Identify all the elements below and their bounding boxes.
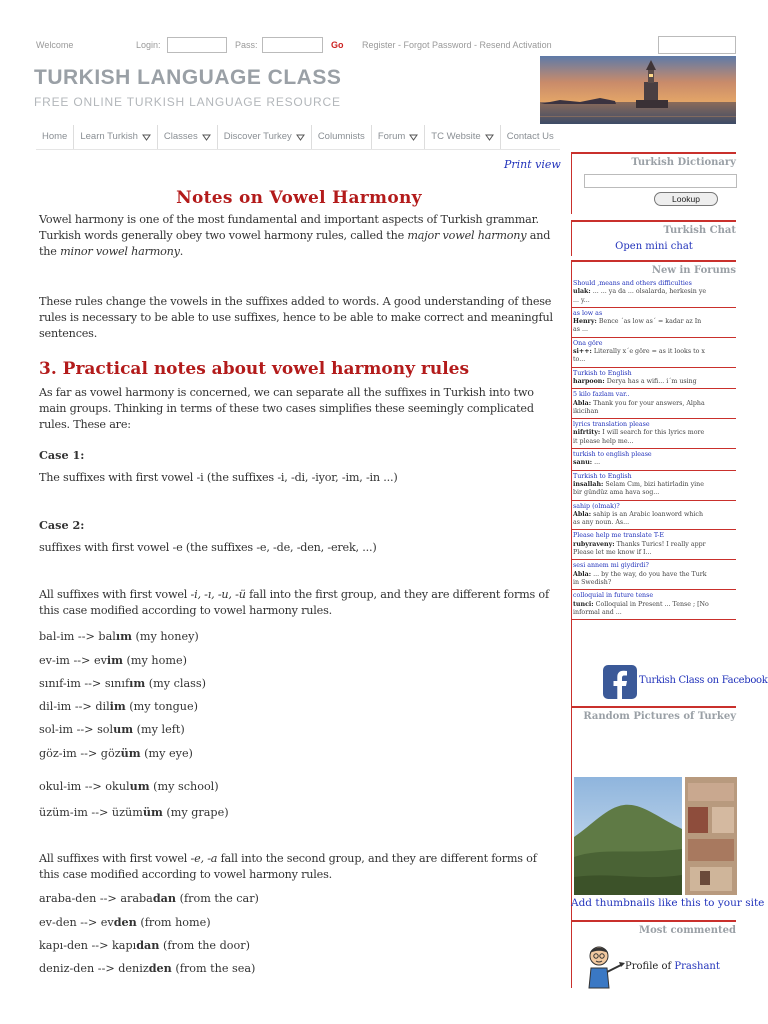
forum-post-user: harpoon:: [573, 377, 605, 385]
forum-post-item[interactable]: [572, 368, 736, 390]
example-line: [39, 721, 185, 738]
intro-paragraph-2: These rules change the vowels in the suffixes added to words. A good understanding of these rules is necessary to be able to use suffixes, hence to be able to make correct and meaningful sentences.: [39, 295, 553, 341]
forum-post-item[interactable]: [572, 278, 736, 308]
open-mini-chat-link[interactable]: Open mini chat: [615, 241, 693, 252]
forum-post-body-cont: informal and ...: [573, 608, 622, 616]
ex-suffix: den: [148, 961, 172, 975]
pass-input[interactable]: [262, 37, 323, 53]
forum-post-excerpt: [573, 318, 736, 326]
ex-suffix: im: [109, 699, 126, 713]
random-pictures-widget: [571, 706, 736, 724]
forum-post-excerpt: [573, 378, 736, 386]
ex-translation: (my eye): [140, 747, 193, 760]
chevron-down-icon: [142, 133, 151, 142]
ex-translation: (from home): [136, 916, 211, 929]
forum-post-user: rubyraveny:: [573, 540, 615, 548]
forum-post-item[interactable]: [572, 338, 736, 368]
ex-translation: (from the door): [159, 939, 250, 952]
example-line: [39, 804, 229, 821]
ex-translation: (my school): [149, 780, 219, 793]
forum-post-excerpt: [573, 511, 736, 519]
add-thumbnails-link[interactable]: Add thumbnails like this to your site: [571, 897, 765, 909]
nav-tc-website[interactable]: [425, 125, 500, 149]
nav-label: TC Website: [431, 131, 481, 142]
random-pictures-title: Random Pictures of Turkey: [572, 706, 736, 724]
case-2-text: suffixes with first vowel -e (the suffixes -e, -de, -den, -erek, ...): [39, 541, 377, 554]
ex-src: deniz-den --> deniz: [39, 962, 149, 975]
forum-post-body: ...: [592, 459, 601, 467]
text-em: major vowel harmony: [407, 229, 527, 243]
example-line: [39, 778, 219, 795]
ex-src: göz-im --> göz: [39, 747, 121, 760]
forums-title: New in Forums: [572, 260, 736, 278]
text: Vowel harmony is one of the most fundamental and important aspects of Turkish grammar. Turkish words generally obey two vowel harmony rules, called the: [39, 213, 539, 243]
forum-post-title[interactable]: Turkish to English: [573, 369, 632, 377]
forum-post-user: ulak:: [573, 288, 591, 296]
forum-list: [572, 278, 736, 620]
ex-src: kapı-den --> kapı: [39, 939, 137, 952]
forum-post-title[interactable]: sesi annem mi giydirdi?: [573, 562, 649, 570]
forum-post-body: Bence ´as low as´ = kadar az In: [596, 318, 702, 326]
forum-post-body-cont: ... y...: [573, 296, 590, 304]
welcome-text: Welcome: [36, 40, 74, 50]
text-em: -i, -ı, -u, -ü: [190, 588, 246, 601]
ex-translation: (my tongue): [125, 700, 198, 713]
ex-src: okul-im --> okul: [39, 780, 130, 793]
ex-suffix: üm: [120, 746, 141, 760]
ex-translation: (my home): [123, 654, 187, 667]
forum-post-excerpt: [573, 601, 736, 609]
ex-src: araba-den --> araba: [39, 892, 153, 905]
go-button[interactable]: Go: [331, 40, 344, 50]
forum-post-user: nifrtity:: [573, 429, 601, 437]
forum-post-body: Thank you for your answers, Alpha: [591, 399, 705, 407]
forum-post-excerpt: [573, 459, 736, 467]
forum-post-body: ... ... ya da ... olsalarda, herkesin ye: [590, 288, 707, 296]
forum-post-title[interactable]: Please help me translate T-E: [573, 532, 664, 540]
forum-post-user: si++:: [573, 348, 592, 356]
forum-post-body: Derya has a wifi... i´m using: [604, 377, 697, 385]
forum-post-user: Abla:: [573, 399, 592, 407]
site-subtitle: FREE ONLINE TURKISH LANGUAGE RESOURCE: [34, 95, 341, 109]
text-em: -e, -a: [190, 852, 218, 865]
ex-translation: (my class): [145, 677, 206, 690]
page-title: Notes on Vowel Harmony: [176, 188, 422, 208]
forum-post-excerpt: [573, 571, 736, 579]
dictionary-widget: [571, 152, 736, 214]
chat-widget: [571, 220, 736, 256]
forum-post-title[interactable]: colloquial in future tense: [573, 592, 654, 600]
nav-contact-us[interactable]: [501, 125, 560, 149]
random-pictures[interactable]: [571, 777, 736, 895]
ex-suffix: den: [113, 915, 137, 929]
ex-src: sol-im --> sol: [39, 723, 114, 736]
nav-label: Forum: [377, 131, 406, 142]
forum-post-title[interactable]: Should ,means and others difficulties: [573, 280, 692, 287]
forum-post-item[interactable]: [572, 389, 736, 419]
text: Profile of: [625, 961, 675, 972]
pass-label: Pass:: [235, 40, 258, 50]
ex-suffix: um: [113, 722, 134, 736]
forum-post-user: Abla:: [573, 570, 592, 578]
nav-label: Discover Turkey: [223, 131, 292, 142]
text: All suffixes with first vowel: [39, 852, 191, 865]
chevron-down-icon: [202, 133, 211, 142]
forum-post-excerpt: [573, 429, 736, 437]
example-line: [39, 745, 193, 762]
forum-post-excerpt: [573, 288, 736, 296]
text-em: minor vowel harmony: [60, 245, 180, 259]
forums-widget: [571, 260, 736, 620]
nav-label: Columnists: [317, 131, 365, 142]
forum-post-body-cont: as ...: [573, 326, 588, 334]
nav-label: Home: [42, 131, 68, 142]
forum-post-item[interactable]: [572, 560, 736, 590]
dictionary-input[interactable]: [584, 174, 737, 188]
forum-post-body: Selam Cım, bizi hatirladin yine: [603, 480, 704, 488]
forum-post-body-cont: as any noun. As...: [573, 519, 630, 527]
forum-post-body: sahip is an Arabic loanword which: [591, 510, 704, 518]
forum-post-user: tunci:: [573, 600, 594, 608]
ex-suffix: um: [129, 779, 150, 793]
nav-learn-turkish[interactable]: [74, 125, 158, 149]
dictionary-title: Turkish Dictionary: [572, 152, 736, 170]
example-line: [39, 914, 211, 931]
facebook-icon: [603, 665, 637, 699]
forum-post-body: Thanks Turics! I really appr: [614, 540, 706, 548]
ex-src: sınıf-im --> sınıf: [39, 677, 130, 690]
nav-discover-turkey[interactable]: [218, 125, 312, 149]
case-1-label: Case 1:: [39, 448, 85, 462]
ex-translation: (from the car): [176, 892, 259, 905]
case-2-label: Case 2:: [39, 518, 85, 532]
group-1-paragraph: [39, 587, 559, 619]
forum-post-title[interactable]: as low as: [573, 309, 603, 317]
forum-post-item[interactable]: [572, 501, 736, 531]
forum-post-body: Literally x´e göre = as it looks to x: [591, 348, 705, 356]
profile-name-link[interactable]: Prashant: [674, 961, 720, 972]
text: and the: [39, 229, 551, 259]
group-2-paragraph: [39, 851, 559, 883]
cartoon-teacher-icon: [579, 942, 627, 990]
ex-suffix: dan: [152, 891, 177, 905]
site-search-input[interactable]: [658, 36, 736, 54]
forum-post-title[interactable]: lyrics translation please: [573, 421, 650, 429]
forum-post-body-cont: it please help me...: [573, 437, 634, 445]
forum-post-body-cont: ikicihan: [573, 407, 599, 415]
main-nav: [36, 125, 560, 150]
forum-post-excerpt: [573, 541, 736, 549]
text: .: [179, 245, 184, 259]
ex-suffix: dan: [136, 938, 160, 952]
nav-label: Classes: [163, 131, 198, 142]
profile-link-text[interactable]: [625, 961, 720, 972]
example-line: [39, 890, 259, 907]
ex-suffix: ım: [115, 629, 132, 643]
case-1-text: The suffixes with first vowel -i (the suffixes -i, -di, -iyor, -im, -in ...): [39, 471, 398, 484]
chevron-down-icon: [409, 133, 418, 142]
forum-post-excerpt: [573, 400, 736, 408]
login-input[interactable]: [167, 37, 227, 53]
intro-paragraph-1: [39, 212, 559, 261]
most-commented-item[interactable]: [579, 942, 736, 990]
login-label: Login:: [136, 40, 161, 50]
nav-columnists[interactable]: [312, 125, 372, 149]
nav-classes[interactable]: [158, 125, 218, 149]
chat-title: Turkish Chat: [572, 220, 736, 238]
ex-suffix: im: [106, 653, 123, 667]
forum-post-excerpt: [573, 481, 736, 489]
top-login-bar: [36, 36, 736, 56]
account-links[interactable]: Register - Forgot Password - Resend Activation: [362, 40, 552, 50]
ex-suffix: üm: [142, 805, 163, 819]
forum-post-user: Henry:: [573, 318, 597, 326]
most-commented-title: Most commented: [572, 920, 736, 938]
forum-post-item[interactable]: [572, 471, 736, 501]
forum-post-item[interactable]: [572, 449, 736, 471]
text: fall into the second group, and they are different forms of this case modified according to vowel harmony rules.: [39, 852, 537, 882]
section-paragraph: As far as vowel harmony is concerned, we can separate all the suffixes in Turkish into two main groups. Thinking in terms of these two cases simplifies these seemingly complicated rules. These are:: [39, 386, 534, 432]
forum-post-item[interactable]: [572, 308, 736, 338]
example-line: [39, 698, 198, 715]
ex-translation: (my left): [133, 723, 185, 736]
forum-post-body: ... by the way, do you have the Turk: [591, 570, 707, 578]
ex-src: dil-im --> dil: [39, 700, 110, 713]
sidebar: [571, 152, 768, 972]
forum-post-body-cont: in Swedish?: [573, 578, 612, 586]
example-line: [39, 628, 199, 645]
forum-post-user: sanu:: [573, 459, 593, 467]
forum-post-body: Colloquial in Present ... Tense ; [No: [593, 600, 709, 608]
forum-post-user: insallah:: [573, 480, 604, 488]
text: fall into the first group, and they are different forms of this case modified according to vowel harmony rules.: [39, 588, 549, 618]
example-line: [39, 937, 250, 954]
ex-translation: (my grape): [162, 806, 229, 819]
example-line: [39, 675, 206, 692]
header-photo-maiden-tower: [540, 56, 736, 124]
nav-label: Contact Us: [506, 131, 554, 142]
lookup-button[interactable]: Lookup: [654, 192, 718, 206]
ex-src: ev-den --> ev: [39, 916, 114, 929]
chevron-down-icon: [485, 133, 494, 142]
forum-post-body-cont: Please let me know if I...: [573, 549, 652, 557]
ex-src: ev-im --> ev: [39, 654, 107, 667]
forum-post-item[interactable]: [572, 590, 736, 620]
forum-post-item[interactable]: [572, 530, 736, 560]
nav-label: Learn Turkish: [80, 131, 138, 142]
chevron-down-icon: [296, 133, 305, 142]
ex-translation: (my honey): [131, 630, 199, 643]
most-commented-widget: [571, 920, 736, 938]
text: All suffixes with first vowel: [39, 588, 191, 601]
ex-translation: (from the sea): [171, 962, 256, 975]
forum-post-title[interactable]: turkish to english please: [573, 451, 652, 459]
forum-post-body: I will search for this lyrics more: [600, 429, 705, 437]
ex-src: bal-im --> bal: [39, 630, 116, 643]
forum-post-body-cont: bir gündüz ama hava sog...: [573, 489, 660, 497]
ex-suffix: ım: [129, 676, 146, 690]
forum-post-body-cont: to...: [573, 356, 586, 364]
example-line: [39, 960, 255, 977]
print-view-link[interactable]: Print view: [504, 158, 561, 171]
forum-post-user: Abla:: [573, 510, 592, 518]
nav-forum[interactable]: [372, 125, 425, 149]
forum-post-title[interactable]: Ona göre: [573, 339, 603, 347]
forum-post-item[interactable]: [572, 419, 736, 449]
ex-src: üzüm-im --> üzüm: [39, 806, 143, 819]
section-heading: 3. Practical notes about vowel harmony rules: [39, 359, 470, 379]
forum-post-title[interactable]: Turkish to English: [573, 472, 632, 480]
facebook-link[interactable]: [603, 665, 768, 701]
forum-post-excerpt: [573, 348, 736, 356]
forum-post-title[interactable]: sahip (olmak)?: [573, 502, 620, 510]
example-line: [39, 652, 187, 669]
forum-post-title[interactable]: 5 kilo fazlam var..: [573, 391, 630, 399]
site-title[interactable]: TURKISH LANGUAGE CLASS: [34, 66, 342, 89]
nav-home[interactable]: [36, 125, 74, 149]
facebook-link-label[interactable]: Turkish Class on Facebook: [639, 675, 768, 686]
